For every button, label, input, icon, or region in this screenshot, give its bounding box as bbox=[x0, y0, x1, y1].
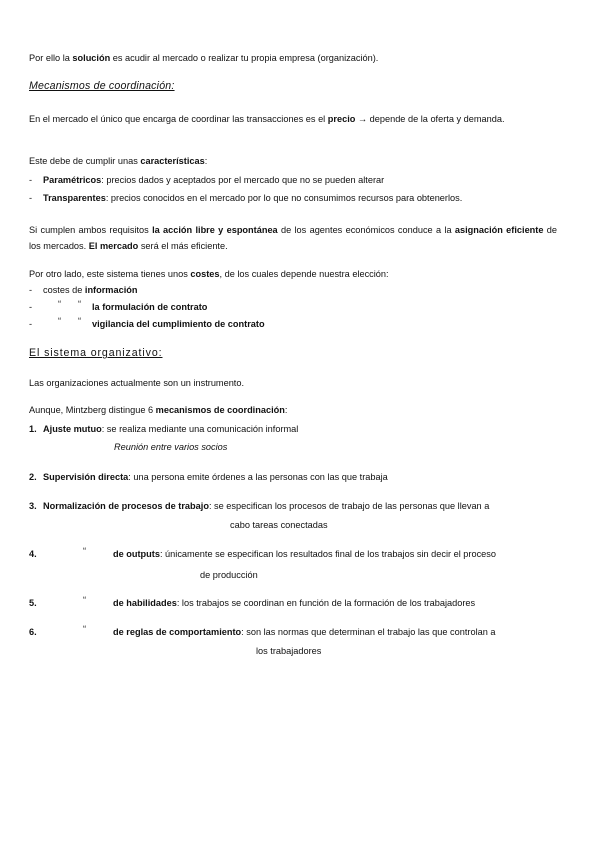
characteristics-line: Este debe de cumplir unas características: bbox=[29, 156, 208, 166]
mechanism-continuation: cabo tareas conectadas bbox=[230, 520, 328, 530]
mechanism-outputs: de outputs: únicamente se especifican los resultados final de los trabajos sin decir el proceso bbox=[113, 549, 496, 559]
cost-item-monitoring: vigilancia del cumplimiento de contrato bbox=[92, 319, 265, 329]
mechanism-number: 1. bbox=[29, 424, 37, 434]
ditto-mark: “ bbox=[83, 595, 87, 605]
mechanism-direct-supervision: Supervisión directa: una persona emite órdenes a las personas con las que trabaja bbox=[43, 472, 388, 482]
heading-organizational-system: El sistema organizativo: bbox=[29, 347, 163, 359]
requisites-paragraph: Si cumplen ambos requisitos la acción libre y espontánea de los agentes económicos conduce a la asignación eficiente de los mercados. El mercado será el más eficiente. bbox=[29, 225, 558, 251]
mechanism-example: Reunión entre varios socios bbox=[114, 442, 228, 452]
market-paragraph: En el mercado el único que encarga de coordinar las transacciones es el precio → depende de la oferta y demanda. bbox=[29, 114, 505, 124]
cost-item-contract: la formulación de contrato bbox=[92, 302, 208, 312]
bullet-parametric: Paramétricos: precios dados y aceptados por el mercado que no se pueden alterar bbox=[43, 175, 385, 185]
bullet-transparent: Transparentes: precios conocidos en el mercado por lo que no consumimos recursos para obtenerlos. bbox=[43, 193, 463, 203]
mechanism-number: 4. bbox=[29, 549, 37, 559]
ditto-mark: “ bbox=[78, 316, 82, 326]
mechanism-number: 2. bbox=[29, 472, 37, 482]
mechanism-number: 6. bbox=[29, 627, 37, 637]
ditto-mark: “ bbox=[83, 624, 87, 634]
bullet-dash: - bbox=[29, 285, 33, 295]
bullet-dash: - bbox=[29, 302, 33, 312]
cost-item-information: costes de información bbox=[43, 285, 138, 295]
costs-intro: Por otro lado, este sistema tienes unos costes, de los cuales depende nuestra elección: bbox=[29, 269, 389, 279]
bullet-dash: - bbox=[29, 319, 33, 329]
mechanism-continuation: los trabajadores bbox=[256, 646, 322, 656]
intro-line: Por ello la solución es acudir al mercado o realizar tu propia empresa (organización). bbox=[29, 53, 379, 63]
ditto-mark: “ bbox=[58, 316, 62, 326]
ditto-mark: “ bbox=[58, 299, 62, 309]
ditto-mark: “ bbox=[78, 299, 82, 309]
mintzberg-line: Aunque, Mintzberg distingue 6 mecanismos de coordinación: bbox=[29, 405, 288, 415]
heading-coordination-mechanisms: Mecanismos de coordinación: bbox=[29, 80, 175, 92]
mechanism-skills: de habilidades: los trabajos se coordinan en función de la formación de los trabajadores bbox=[113, 598, 476, 608]
mechanism-number: 3. bbox=[29, 501, 37, 511]
org-intro: Las organizaciones actualmente son un instrumento. bbox=[29, 378, 245, 388]
ditto-mark: “ bbox=[83, 546, 87, 556]
mechanism-continuation: de producción bbox=[200, 570, 258, 580]
mechanism-mutual-adjustment: Ajuste mutuo: se realiza mediante una comunicación informal bbox=[43, 424, 299, 434]
mechanism-behaviour-rules: de reglas de comportamiento: son las normas que determinan el trabajo las que controlan a bbox=[113, 627, 496, 637]
bullet-dash: - bbox=[29, 175, 33, 185]
mechanism-process-standardization: Normalización de procesos de trabajo: se especifican los procesos de trabajo de las personas que llevan a bbox=[43, 501, 490, 511]
mechanism-number: 5. bbox=[29, 598, 37, 608]
bullet-dash: - bbox=[29, 193, 33, 203]
